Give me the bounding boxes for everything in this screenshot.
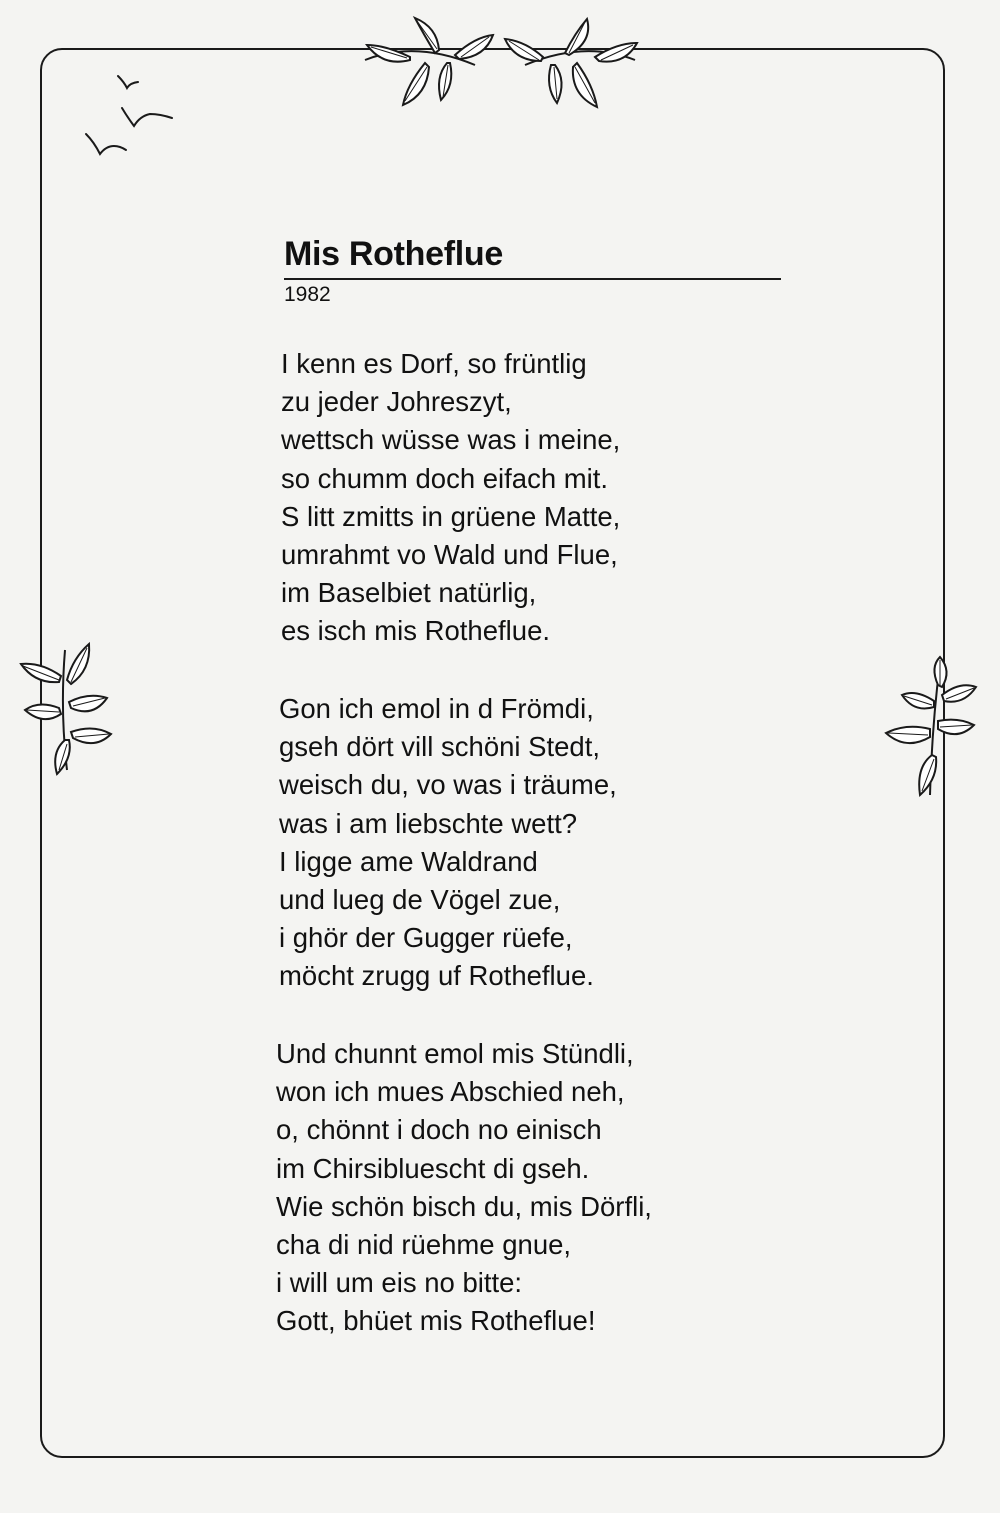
poem-line: S litt zmitts in grüene Matte,	[281, 500, 621, 532]
poem	[276, 232, 781, 1337]
poem-line: wettsch wüsse was i meine,	[281, 424, 621, 456]
poem-line: Gon ich emol in d Frömdi,	[279, 693, 594, 724]
poem-line: gseh dört vill schöni Stedt,	[279, 731, 601, 763]
right-leaf-ornament	[880, 655, 980, 800]
poem-line: möcht zrugg uf Rotheflue.	[279, 960, 594, 992]
poem-line: Und chunnt emol mis Stündli,	[276, 1038, 634, 1069]
poem-line: weisch du, vo was i träume,	[279, 769, 617, 801]
poem-line: es isch mis Rotheflue.	[281, 615, 550, 647]
stanza-3	[276, 1035, 652, 1341]
poem-line: im Baselbiet natürlig,	[281, 577, 537, 609]
stanza-1	[281, 345, 620, 651]
poem-line: i ghör der Gugger rüefe,	[279, 922, 573, 954]
top-leaf-ornament	[355, 15, 645, 115]
poem-line: I ligge ame Waldrand	[279, 845, 538, 877]
poem-line: won ich mues Abschied neh,	[276, 1076, 625, 1108]
poem-line: I kenn es Dorf, so früntlig	[281, 348, 587, 379]
poem-line: so chumm doch eifach mit.	[281, 462, 609, 494]
left-leaf-ornament	[15, 640, 115, 780]
poem-line: zu jeder Johreszyt,	[281, 386, 512, 418]
poem-line: was i am liebschte wett?	[279, 807, 578, 839]
poem-line: im Chirsibluescht di gseh.	[276, 1152, 590, 1184]
poem-line: cha di nid rüehme gnue,	[276, 1229, 572, 1261]
poem-title: Mis Rotheflue	[284, 235, 503, 273]
poem-line: und lueg de Vögel zue,	[279, 884, 561, 916]
birds-icon	[80, 68, 190, 168]
title-underline	[284, 278, 781, 280]
stanza-2	[279, 690, 617, 996]
poem-year: 1982	[284, 283, 331, 306]
poem-line: i will um eis no bitte:	[276, 1267, 523, 1299]
poem-line: o, chönnt i doch no einisch	[276, 1114, 602, 1146]
poem-line: Wie schön bisch du, mis Dörfli,	[276, 1190, 652, 1222]
poem-line: Gott, bhüet mis Rotheflue!	[276, 1305, 596, 1337]
poem-line: umrahmt vo Wald und Flue,	[281, 539, 618, 571]
